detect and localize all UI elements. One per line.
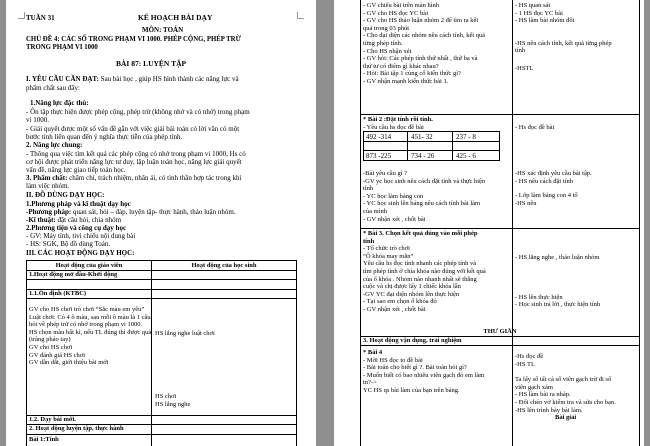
table-line: [26, 260, 27, 446]
table-cell-teacher: * Bài 3. Chọn kết quả đúng vào mỗi phép tính - Tổ chức trò chơi “Ô khóa may mắn” Yêu cầu hs đọc tính nhanh các phép tính và tìm phép tính ở chìa khóa nào đúng với kết quả của ổ khóa . Nhóm nào nhanh nhất sẽ thắng cuộc và chị được lấy 1 chiếc khóa lần -GV YC đại diện nhóm lên thực hiện - Tại sao em chọn ổ khóa đó - GV nhận xét , chốt bài: [363, 230, 486, 313]
grid-line: [363, 160, 500, 161]
subsection-heading: 1.Năng lực đặc thù:: [30, 99, 89, 107]
method-line: [26, 208, 236, 216]
chapter-title-cont: TRONG PHẠM VI 1000: [26, 44, 98, 51]
table-cell-teacher: * Bài 4 - Mời HS đọc to đề bài - Bài toán cho biết gì ?. Bài toán hỏi gì? - Muốn biết có bao nhiêu viên gạch đỏ em làm tn?-> YC HS qs bài làm của bạn trên bảng.: [363, 349, 485, 394]
section-heading: II. ĐỒ DÙNG DẠY HỌC:: [26, 191, 105, 199]
table-line: [360, 114, 640, 115]
table-cell-teacher: -Bài yêu cầu gì ? -GV yc học sinh nêu cách đặt tính và thực hiện tính - YC học làm bảng con - YC học sinh lên bảng nêu cách tính bài làm của mình - GV nhận xét , chốt bài: [363, 170, 486, 223]
table-line: [360, 345, 640, 346]
table-line: [26, 260, 297, 261]
grid-line: [363, 131, 500, 132]
table-row: 2. Hoạt động luyện tập, thực hành: [29, 425, 124, 432]
section-heading: III. CÁC HOẠT ĐỘNG DẠY HỌC:: [26, 249, 135, 257]
section-heading: I. YÊU CẦU CẦN ĐẠT:: [26, 75, 99, 83]
grid-line: [363, 131, 364, 161]
grid-line: [452, 131, 453, 161]
grid-line: [499, 131, 500, 161]
lesson-title: BÀI 87: LUYỆN TẬP: [116, 59, 187, 68]
body-text: - Giải quyết được một số vấn đề gắn với việc giải bài toán có lời văn có một: [26, 125, 240, 133]
table-cell-student: -Hs đọc đề -HS TL Ta lấy số tất cả số viên gạch trừ đi số viên gạch xám - HS làm bài ra nháp. - Đổi chéo vở kiểm tra và sửa cho bạn. -HS lên trình bày bài làm. Bài giải: [515, 353, 616, 422]
table-cell-student: - HS quan sát - 1 HS đọc YC bài - HS làm bài nhóm đôi -HS nêu cách tính, kết quả từng phép tính -HSTL: [515, 2, 612, 72]
break-label: THƯ GIÃN: [483, 328, 517, 335]
body-text: làm việc nhóm.: [26, 182, 70, 190]
grid-line: [363, 141, 500, 142]
objectives-intro: [26, 75, 239, 83]
quality-line: [26, 174, 241, 182]
margin-mark: [297, 12, 304, 19]
table-cell-teacher: - GV chiếu bài trên màn hình - GV cho HS đọc YC bài - GV cho HS thảo luận nhóm 2 để tìm ra kết quả trong 03 phút - Cho đại diện các nhóm nêu cách tính, kết quả từng phép tính. - Cho HS nhận xét - GV hỏi: Các phép tính thứ nhất , thứ ba và thứ tư có điểm gì khác nhau? - Hỏi: Bài tập 1 củng cố kiến thức gì? - GV nhận mạnh kiến thức bài 1.: [363, 2, 486, 85]
table-row: Bài 1:Tính: [29, 436, 59, 443]
table-header: Hoạt động của giáo viên: [55, 262, 123, 269]
table-cell-student: - HS lắng nghe , thảo luận nhóm - HS lên thực hiện - Học sinh trả lời , thực hiện tính: [515, 254, 601, 309]
table-line: [512, 0, 513, 446]
subsection-heading: 2.Phương tiện và công cụ dạy học: [26, 224, 127, 232]
table-line: [360, 228, 640, 229]
body-text: vi 1000.: [26, 116, 49, 124]
label: -Kĩ thuật:: [26, 216, 56, 224]
plan-title: KẾ HOẠCH BÀI DẠY: [138, 13, 213, 22]
table-line: [296, 260, 297, 446]
table-cell-student: HS chơi HS lắng nghe: [155, 393, 191, 408]
chapter-title: CHỦ ĐỀ 4: CÁC SỐ TRONG PHẠM VI 1000. PHÉP CỘNG, PHÉP TRỪ: [26, 36, 241, 43]
table-cell-student: -HS xác định yêu cầu bài tập. - HS nêu cách đặt tính - Lớp làm bảng con 4 tổ -HS nêu: [515, 170, 592, 207]
body-text: đặt câu hỏi, chia nhóm: [57, 216, 122, 224]
subsection-heading: 1.Phương pháp và kĩ thuật dạy học: [26, 200, 131, 208]
table-row: 1.Hoạt động mở đầu-Khởi động: [29, 271, 118, 278]
table-line: [639, 0, 640, 446]
document-page-left: [6, 0, 316, 446]
body-text: phẩm chất sau đây:: [26, 84, 80, 92]
table-cell-student: HS lắng nghe luật chơi: [155, 330, 215, 337]
table-header: Hoạt động của học sinh: [191, 262, 257, 269]
subject-title: MÔN: TOÁN: [142, 26, 184, 34]
table-line: [26, 434, 297, 435]
table-line: [360, 0, 361, 446]
body-text: vấn đề, năng lực giao tiếp toán học.: [26, 166, 126, 174]
calc-cell: 492 -314: [366, 133, 392, 141]
calc-cell: 734 - 26: [411, 152, 435, 160]
document-page-right: [334, 0, 644, 446]
body-text: - GV: Máy tính, tivi chiếu nội dung bài: [26, 232, 136, 240]
label: -Phương pháp:: [26, 208, 72, 216]
body-text: Sau bài học , giúp HS hình thành các năng lực và: [100, 75, 239, 83]
table-row: GV cho HS chơi trò chơi “Sắc màu em yêu” Luật chơi: Có 4 ô màu, sau mỗi ô màu là 1 câu hỏi về phép trừ có nhớ trong phạm vi 1000. HS chọn màu bất kì, nếu TL đúng thì được quà (tràng pháo tay) GV cho HS chơi GV đánh giá HS chơi GV dẫn dắt, giới thiệu bài mới: [29, 306, 151, 367]
technique-line: [26, 216, 121, 224]
calc-cell: 451- 32: [411, 133, 433, 141]
calc-cell: 873 -225: [366, 152, 392, 160]
body-text: - Thông qua việc tìm kết quả các phép cộng có nhớ trong phạm vi 1000, Hs có: [26, 150, 246, 158]
table-cell-student: - Hs đọc đề bài: [515, 124, 555, 131]
subsection-heading: 3. Phẩm chất:: [26, 174, 68, 182]
body-text: - Ôn tập thực hiện được phép cộng, phép trừ (không nhớ và có nhớ) trong phạm: [26, 108, 250, 116]
table-row: 1.1.Ổn định (KTBC): [29, 290, 87, 297]
body-text: bước tính liên quan đến ý nghĩa thực tiễn của phép tính.: [26, 133, 183, 141]
table-row: 3. Hoạt động vận dụng, trải nghiệm: [363, 337, 462, 344]
table-line: [151, 260, 152, 446]
grid-line: [407, 131, 408, 161]
body-text: quan sát, hỏi – đáp, luyện tập- thực hành, thảo luận nhóm.: [72, 208, 236, 216]
subsection-heading: 2. Năng lực chung:: [26, 141, 83, 149]
body-text: chăm chỉ, trách nhiệm, nhân ái, có tinh thần hợp tác trong khi: [69, 174, 242, 182]
grid-line: [363, 150, 500, 151]
body-text: cơ hội được phát triển năng lực tư duy, lập luận toán học, năng lực giải quyết: [26, 158, 242, 166]
margin-mark: [18, 12, 25, 19]
calc-cell: 237 - 8: [456, 133, 476, 141]
body-text: - HS: SGK, Bộ đồ dùng Toán.: [26, 240, 111, 248]
table-line: [26, 279, 297, 280]
table-cell-teacher: * Bài 2 :Đặt tính rồi tính. - Yêu cầu hs đọc đề bài: [363, 116, 433, 131]
table-line: [26, 298, 297, 299]
calc-cell: 425 - 6: [456, 152, 476, 160]
table-row: 1.2. Dạy bài mới.: [29, 416, 76, 423]
week-label: TUẦN 31: [26, 14, 55, 22]
